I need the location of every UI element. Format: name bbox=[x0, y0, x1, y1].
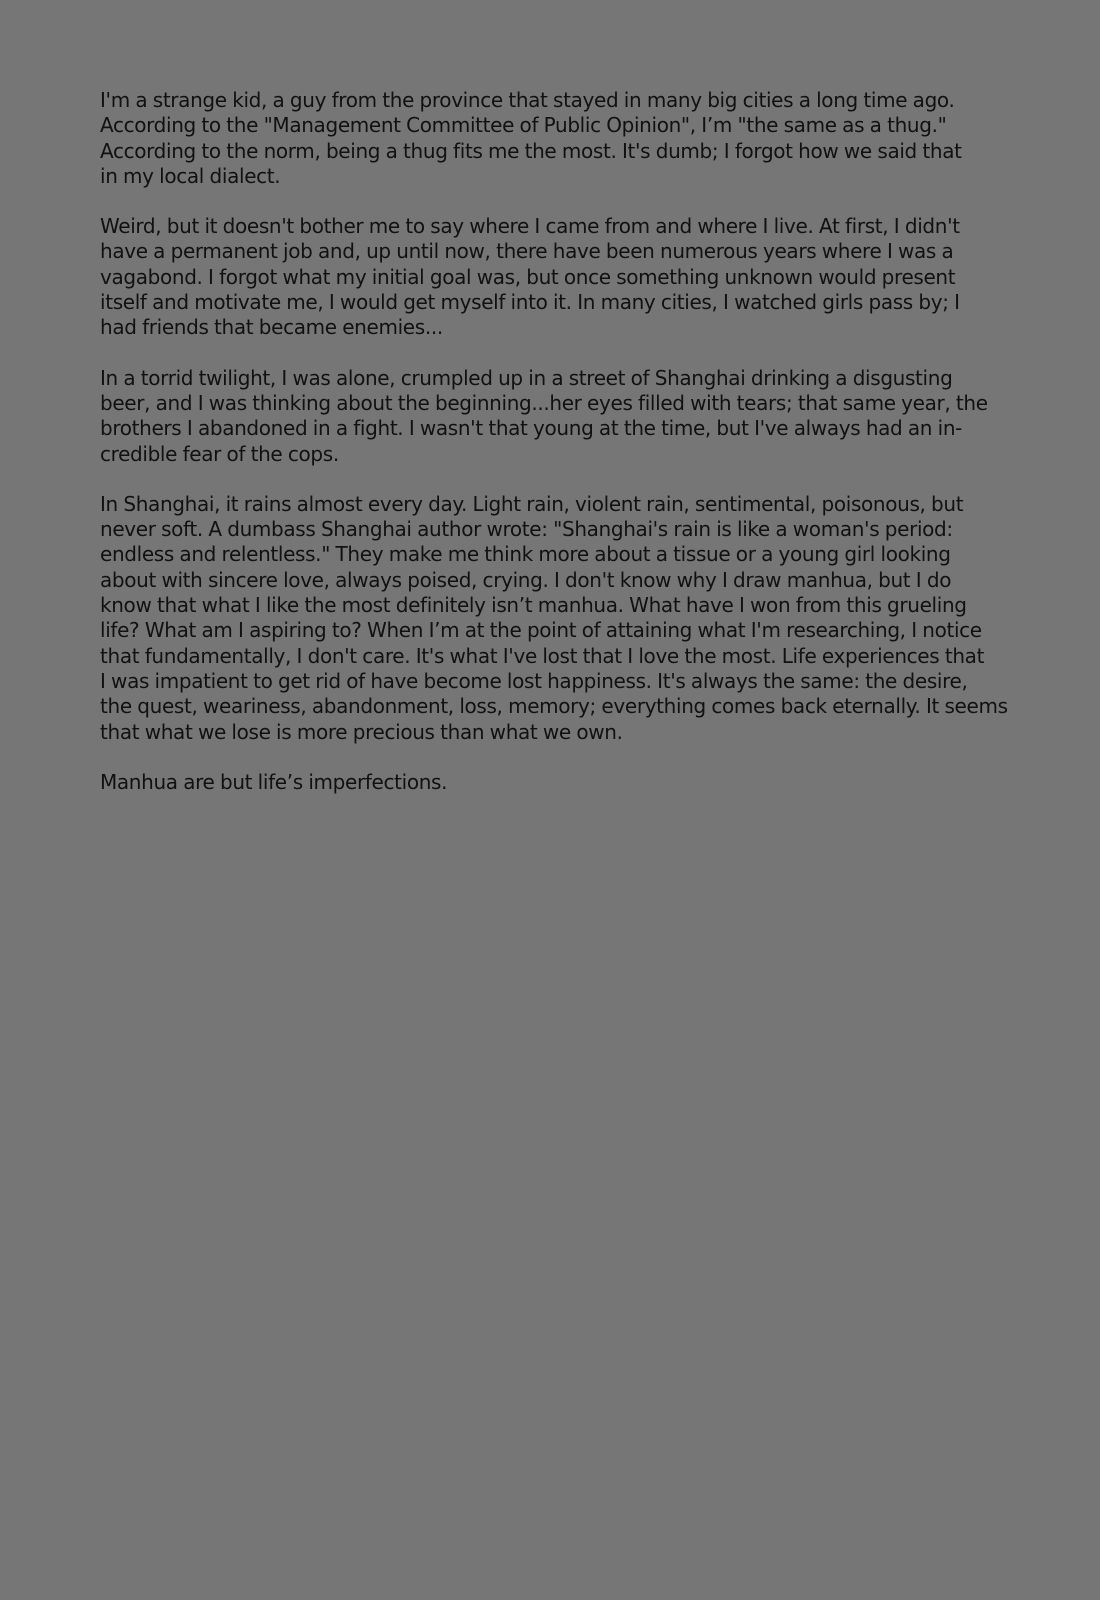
paragraph-2: Weird, but it doesn't bother me to say where I came from and where I live. At first, I didn't have a permanent job and, up until now, there have been numerous years where I was a vagabond. I forgot what my initial goal was, but once something unknown would present itself and motivate me, I would get myself into it. In many cities, I watched girls pass by; I had friends that became enemies... bbox=[100, 214, 960, 340]
text-body bbox=[100, 88, 1010, 820]
paragraph-1: I'm a strange kid, a guy from the province that stayed in many big cities a long time ago. According to the "Management Committee of Public Opinion", I’m "the same as a thug." According to the norm, being a thug fits me the most. It's dumb; I forgot how we said that in my local dialect. bbox=[100, 88, 962, 188]
paragraph-5: Manhua are but life’s imperfections. bbox=[100, 769, 448, 794]
paragraph-4: In Shanghai, it rains almost every day. Light rain, violent rain, sentimental, poisonous, but never soft. A dumbass Shanghai author wrote: "Shanghai's rain is like a woman's period: endless and relentless." They make me think more about a tissue or a young girl looking about with sincere love, always poised, crying. I don't know why I draw manhua, but I do know that what I like the most definitely isn’t manhua. What have I won from this grueling life? What am I aspiring to? When I’m at the point of attaining what I'm researching, I notice that fundamentally, I don't care. It's what I've lost that I love the most. Life experiences that I was impatient to get rid of have become lost happiness. It's always the same: the desire, the quest, weariness, abandonment, loss, memory; everything comes back eternally. It seems that what we lose is more precious than what we own. bbox=[100, 491, 1008, 744]
paragraph-3: In a torrid twilight, I was alone, crumpled up in a street of Shanghai drinking a disgusting beer, and I was thinking about the beginning...her eyes filled with tears; that same year, the brothers I abandoned in a fight. I wasn't that young at the time, but I've always had an in- credible fear of the cops. bbox=[100, 365, 988, 466]
